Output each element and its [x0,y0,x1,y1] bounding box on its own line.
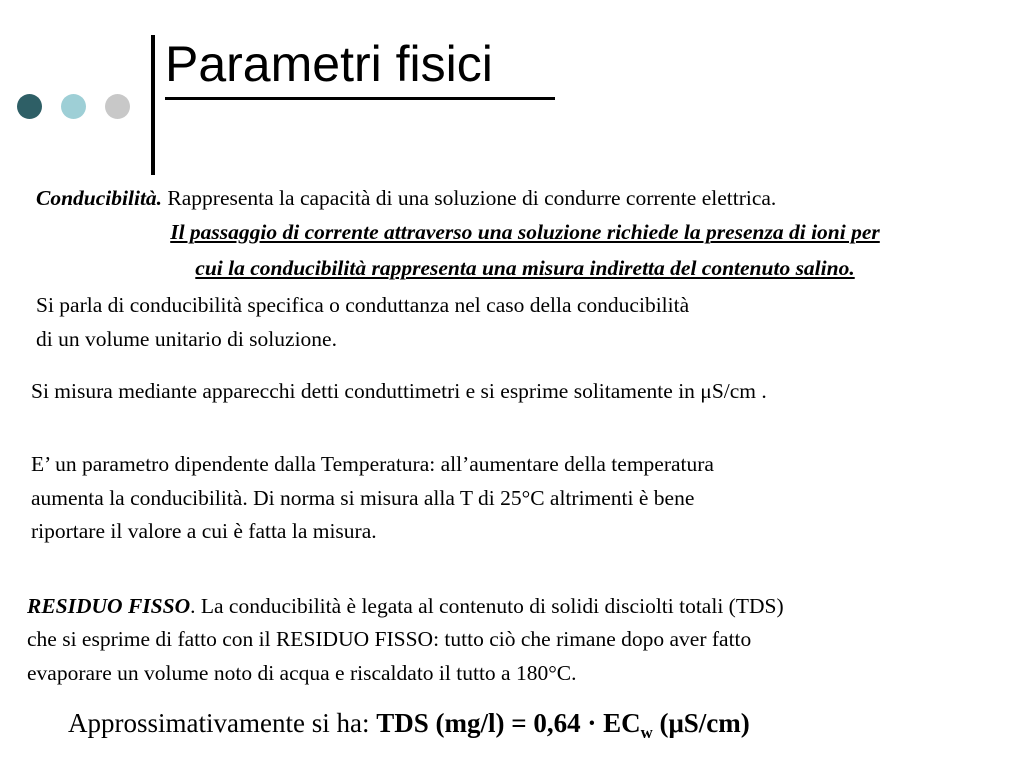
conducibilita-emphasis-line-1 [0,216,1024,249]
temperatura-line-3: riportare il valore a cui è fatta la misura. [31,519,377,543]
conducibilita-emphasis-line-2 [0,252,1024,285]
decor-dot-grey [105,94,130,119]
temperatura-line-2: aumenta la conducibilità. Di norma si misura alla T di 25°C altrimenti è bene [31,486,695,510]
temperatura-line-1: E’ un parametro dipendente dalla Temperatura: all’aumentare della temperatura [31,452,714,476]
emphasis-text-1: Il passaggio di corrente attraverso una soluzione richiede la presenza di ioni per [170,220,880,244]
formula-main: TDS (mg/l) = 0,64 · EC [376,708,641,738]
slide-title: Parametri fisici [165,36,493,92]
formula-subscript: w [640,722,653,742]
conducibilita-definition-line [36,182,776,215]
specifica-line-1: Si parla di conducibilità specifica o conduttanza nel caso della conducibilità [36,293,690,317]
specifica-line-2: di un volume unitario di soluzione. [36,327,337,351]
formula-suffix: (μS/cm) [652,708,750,738]
formula-prefix: Approssimativamente si ha: [68,708,377,738]
emphasis-text-2: cui la conducibilità rappresenta una misura indiretta del contenuto salino. [195,256,855,280]
title-vertical-rule [151,35,155,175]
conducibilita-term: Conducibilità. [36,186,163,210]
residuo-line-1-rest: . La conducibilità è legata al contenuto di solidi disciolti totali (TDS) [190,594,784,618]
tds-formula [68,705,750,741]
residuo-line-3: evaporare un volume noto di acqua e riscaldato il tutto a 180°C. [27,661,577,685]
decor-dot-dark [17,94,42,119]
title-underline [165,97,555,100]
residuo-line-1 [27,590,784,623]
decor-dot-light [61,94,86,119]
residuo-line-2: che si esprime di fatto con il RESIDUO FISSO: tutto ciò che rimane dopo aver fatto [27,627,752,651]
residuo-term: RESIDUO FISSO [27,594,191,618]
misura-line-1: Si misura mediante apparecchi detti conduttimetri e si esprime solitamente in μS/cm . [31,379,767,403]
conducibilita-definition: Rappresenta la capacità di una soluzione di condurre corrente elettrica. [162,186,777,210]
